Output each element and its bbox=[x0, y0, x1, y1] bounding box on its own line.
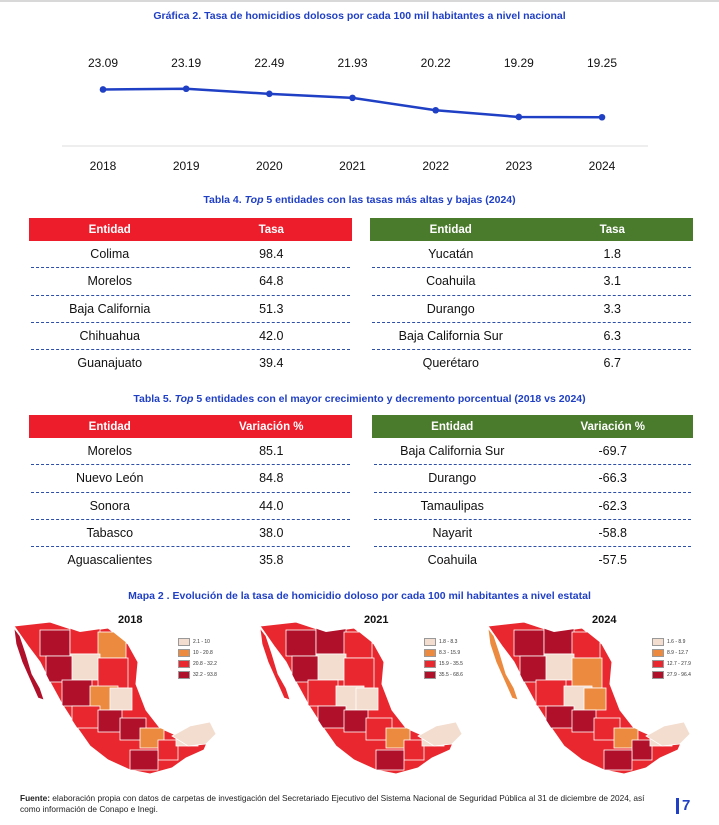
state-region bbox=[604, 750, 632, 770]
table-cell: 1.8 bbox=[603, 247, 621, 262]
state-region bbox=[286, 630, 316, 656]
state-region bbox=[318, 706, 346, 728]
table-cell: 44.0 bbox=[259, 498, 284, 513]
legend-item bbox=[652, 658, 691, 669]
legend-label: 20.8 - 32.2 bbox=[193, 660, 217, 667]
legend-item bbox=[178, 669, 217, 680]
chart-caption: Gráfica 2. Tasa de homicidios dolosos por cada 100 mil habitantes a nivel nacional bbox=[153, 10, 566, 22]
legend-swatch bbox=[178, 649, 190, 657]
state-region bbox=[158, 740, 178, 760]
top-rule bbox=[0, 0, 719, 2]
data-point bbox=[183, 85, 190, 92]
maps-caption: Mapa 2 . Evolución de la tasa de homicidio doloso por cada 100 mil habitantes a nivel estatal bbox=[128, 590, 591, 602]
legend-label: 1.6 - 8.9 bbox=[667, 638, 686, 645]
state-region bbox=[546, 706, 574, 728]
table-row bbox=[29, 493, 352, 519]
legend-item bbox=[424, 658, 463, 669]
legend-item bbox=[424, 669, 463, 680]
table5-growth bbox=[29, 415, 352, 573]
table-row bbox=[372, 493, 693, 519]
table-row bbox=[370, 323, 693, 349]
state-region bbox=[536, 680, 566, 706]
legend-swatch bbox=[652, 649, 664, 657]
column-header: Tasa bbox=[258, 223, 284, 236]
data-point bbox=[100, 86, 107, 93]
x-tick-label: 2021 bbox=[339, 159, 366, 173]
table-row bbox=[29, 296, 352, 322]
state-region bbox=[404, 740, 424, 760]
table5-caption: Tabla 5. Top 5 entidades con el mayor crecimiento y decremento porcentual (2018 vs 2024) bbox=[133, 393, 586, 405]
state-region bbox=[62, 680, 92, 706]
table4-caption: Tabla 4. Top 5 entidades con las tasas más altas y bajas (2024) bbox=[203, 194, 516, 206]
table-cell: Durango bbox=[428, 471, 477, 486]
table-cell: Tamaulipas bbox=[420, 498, 484, 513]
table-cell: Durango bbox=[426, 301, 475, 316]
state-region bbox=[316, 628, 346, 654]
column-header: Entidad bbox=[429, 223, 472, 236]
table-cell: Nayarit bbox=[432, 526, 473, 541]
table-cell: 42.0 bbox=[259, 329, 284, 344]
table-cell: 3.1 bbox=[603, 274, 621, 289]
state-region bbox=[572, 658, 602, 688]
data-point bbox=[349, 95, 356, 102]
state-region bbox=[316, 654, 346, 680]
column-header: Entidad bbox=[88, 420, 131, 433]
legend-swatch bbox=[652, 671, 664, 679]
state-region bbox=[70, 654, 100, 680]
column-header: Tasa bbox=[599, 223, 625, 236]
legend-label: 1.8 - 8.3 bbox=[439, 638, 458, 645]
state-region bbox=[344, 710, 368, 732]
legend-item bbox=[178, 658, 217, 669]
legend-item bbox=[652, 636, 691, 647]
legend-item bbox=[652, 669, 691, 680]
legend-item bbox=[424, 647, 463, 658]
table-cell: 98.4 bbox=[259, 247, 284, 262]
legend-label: 32.2 - 93.8 bbox=[193, 671, 217, 678]
table-cell: Morelos bbox=[87, 274, 132, 289]
x-tick-label: 2019 bbox=[172, 159, 200, 173]
table-cell: 6.3 bbox=[603, 329, 621, 344]
legend-label: 27.9 - 96.4 bbox=[667, 671, 691, 678]
table-row bbox=[372, 547, 693, 573]
legend-swatch bbox=[178, 671, 190, 679]
state-region bbox=[544, 628, 574, 654]
data-point bbox=[516, 114, 523, 121]
data-label: 23.09 bbox=[87, 56, 119, 70]
table-header bbox=[370, 218, 693, 241]
table-cell: 85.1 bbox=[259, 444, 284, 459]
legend-label: 8.9 - 12.7 bbox=[667, 649, 689, 656]
data-label: 23.19 bbox=[171, 56, 202, 70]
table-cell: Colima bbox=[90, 247, 130, 262]
table-cell: -69.7 bbox=[598, 444, 627, 459]
state-region bbox=[514, 630, 544, 656]
state-region bbox=[344, 658, 374, 688]
line-chart bbox=[0, 30, 719, 180]
table-row bbox=[29, 547, 352, 573]
state-region bbox=[572, 710, 596, 732]
table-row bbox=[29, 268, 352, 294]
state-region bbox=[520, 656, 546, 682]
state-region bbox=[292, 656, 318, 682]
page-number: 7 bbox=[676, 798, 690, 814]
table-row bbox=[29, 350, 352, 376]
table-row bbox=[370, 296, 693, 322]
legend-label: 10 - 20.8 bbox=[193, 649, 213, 656]
state-region bbox=[356, 688, 378, 710]
table-row bbox=[370, 268, 693, 294]
state-region bbox=[344, 632, 372, 658]
map-legend bbox=[424, 636, 463, 680]
table-row bbox=[29, 241, 352, 267]
table-cell: Aguascalientes bbox=[67, 553, 153, 568]
column-header: Variación % bbox=[238, 420, 304, 433]
map-year-label: 2021 bbox=[364, 614, 389, 626]
legend-swatch bbox=[652, 638, 664, 646]
legend-swatch bbox=[178, 638, 190, 646]
state-region bbox=[70, 628, 100, 654]
table-cell: Coahuila bbox=[426, 274, 476, 289]
data-label: 20.22 bbox=[420, 56, 451, 70]
table-header bbox=[29, 218, 352, 241]
table4-highest bbox=[29, 218, 352, 376]
table-cell: 3.3 bbox=[603, 301, 621, 316]
table-cell: -62.3 bbox=[598, 498, 627, 513]
table-cell: Morelos bbox=[87, 444, 132, 459]
map-year-label: 2024 bbox=[592, 614, 617, 626]
table-row bbox=[29, 438, 352, 464]
state-region bbox=[46, 656, 72, 682]
map-legend bbox=[178, 636, 217, 680]
table-row bbox=[372, 465, 693, 491]
table-cell: 51.3 bbox=[259, 301, 284, 316]
map-legend bbox=[652, 636, 691, 680]
table4-lowest bbox=[370, 218, 693, 376]
table-cell: Chihuahua bbox=[79, 329, 140, 344]
legend-label: 12.7 - 27.9 bbox=[667, 660, 691, 667]
table-cell: Coahuila bbox=[427, 553, 477, 568]
table-header bbox=[372, 415, 693, 438]
table-cell: 38.0 bbox=[259, 526, 284, 541]
column-header: Entidad bbox=[431, 420, 474, 433]
legend-label: 35.5 - 68.6 bbox=[439, 671, 463, 678]
x-tick-label: 2024 bbox=[588, 159, 616, 173]
table-header bbox=[29, 415, 352, 438]
table-cell: -58.8 bbox=[598, 526, 627, 541]
table-row bbox=[372, 520, 693, 546]
data-point bbox=[599, 114, 606, 121]
table-cell: 84.8 bbox=[259, 471, 284, 486]
state-region bbox=[376, 750, 404, 770]
legend-label: 8.3 - 15.9 bbox=[439, 649, 461, 656]
table-cell: Tabasco bbox=[86, 526, 134, 541]
legend-label: 2.1 - 10 bbox=[193, 638, 210, 645]
state-region bbox=[98, 632, 126, 658]
column-header: Variación % bbox=[580, 420, 646, 433]
legend-item bbox=[424, 636, 463, 647]
legend-swatch bbox=[424, 660, 436, 668]
table-cell: Baja California Sur bbox=[398, 329, 503, 344]
legend-swatch bbox=[424, 638, 436, 646]
state-region bbox=[98, 710, 122, 732]
data-point bbox=[266, 91, 273, 98]
legend-item bbox=[178, 636, 217, 647]
state-region bbox=[572, 632, 600, 658]
legend-label: 15.9 - 35.5 bbox=[439, 660, 463, 667]
table-cell: -66.3 bbox=[598, 471, 627, 486]
x-tick-label: 2023 bbox=[505, 159, 533, 173]
data-label: 21.93 bbox=[337, 56, 368, 70]
data-point bbox=[432, 107, 439, 114]
data-label: 19.29 bbox=[503, 56, 534, 70]
table-cell: Baja California bbox=[69, 301, 151, 316]
table-cell: 64.8 bbox=[259, 274, 284, 289]
state-region bbox=[98, 658, 128, 688]
state-region bbox=[632, 740, 652, 760]
legend-swatch bbox=[424, 649, 436, 657]
source-note: Fuente: elaboración propia con datos de carpetas de investigación del Secretariado Ejecutivo del Sistema Nacional de Seguridad Pública al 31 de diciembre de 2024, así como información de Conapo e Inegi. bbox=[20, 793, 645, 814]
table-cell: -57.5 bbox=[598, 553, 627, 568]
data-label: 22.49 bbox=[254, 56, 285, 70]
state-region bbox=[130, 750, 158, 770]
x-tick-label: 2018 bbox=[89, 159, 117, 173]
table-row bbox=[370, 350, 693, 376]
table-row bbox=[372, 438, 693, 464]
series-line bbox=[103, 89, 602, 117]
state-region bbox=[110, 688, 132, 710]
table-cell: Baja California Sur bbox=[400, 444, 505, 459]
table-cell: Guanajuato bbox=[77, 356, 143, 371]
state-region bbox=[72, 706, 100, 728]
table-row bbox=[29, 323, 352, 349]
table-cell: 39.4 bbox=[259, 356, 284, 371]
table-cell: Yucatán bbox=[428, 247, 474, 262]
table-cell: 35.8 bbox=[259, 553, 284, 568]
state-region bbox=[584, 688, 606, 710]
column-header: Entidad bbox=[88, 223, 131, 236]
table-row bbox=[29, 520, 352, 546]
legend-swatch bbox=[424, 671, 436, 679]
table5-decline bbox=[372, 415, 693, 573]
x-tick-label: 2022 bbox=[422, 159, 450, 173]
table-cell: Querétaro bbox=[422, 356, 479, 371]
table-cell: Nuevo León bbox=[76, 471, 144, 486]
state-region bbox=[544, 654, 574, 680]
state-region bbox=[308, 680, 338, 706]
state-region bbox=[40, 630, 70, 656]
table-row bbox=[370, 241, 693, 267]
table-cell: 6.7 bbox=[603, 356, 621, 371]
legend-swatch bbox=[178, 660, 190, 668]
map-year-label: 2018 bbox=[118, 614, 143, 626]
legend-swatch bbox=[652, 660, 664, 668]
legend-item bbox=[178, 647, 217, 658]
data-label: 19.25 bbox=[586, 56, 618, 70]
x-tick-label: 2020 bbox=[255, 159, 283, 173]
table-cell: Sonora bbox=[89, 498, 130, 513]
table-row bbox=[29, 465, 352, 491]
legend-item bbox=[652, 647, 691, 658]
